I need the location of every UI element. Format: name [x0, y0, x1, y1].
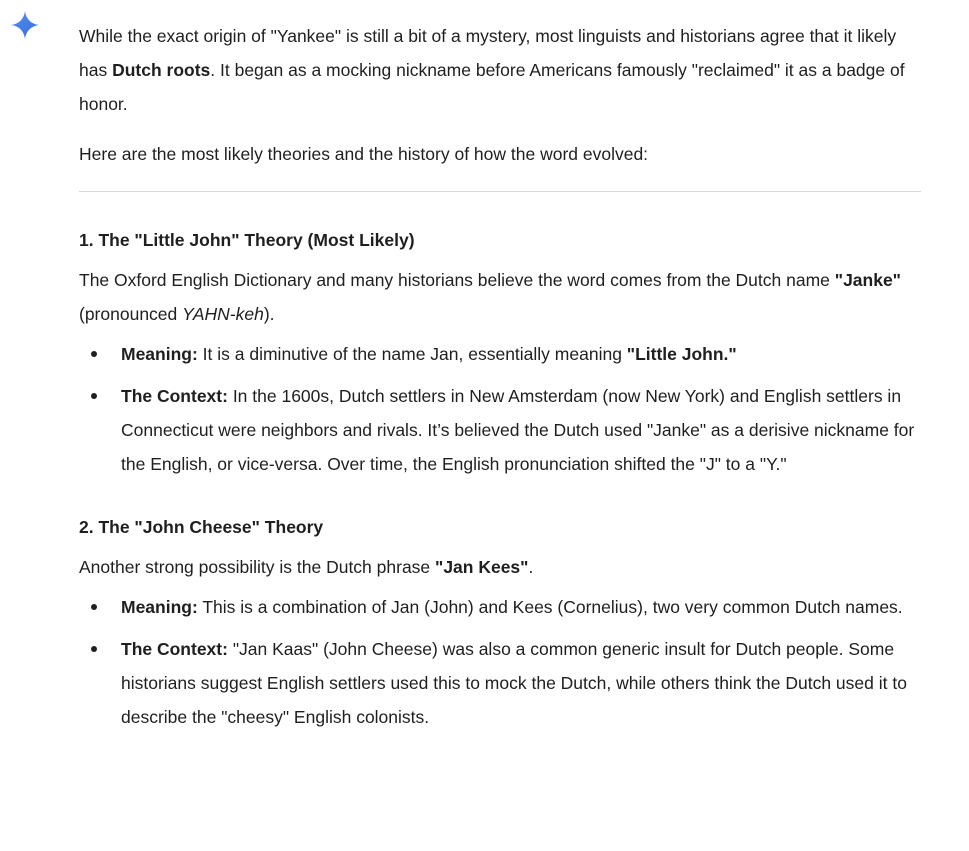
- intro-bold: Dutch roots: [112, 60, 211, 80]
- list-item: [79, 590, 921, 624]
- section-body-text: ).: [263, 304, 275, 324]
- intro-paragraph: [79, 19, 921, 121]
- bullet-dot: [91, 646, 97, 652]
- section-body-text: (pronounced: [79, 304, 183, 324]
- bullet-list-john-cheese: [79, 590, 921, 734]
- response-content: [79, 19, 921, 734]
- gemini-sparkle-icon: [10, 10, 40, 40]
- section-title-john-cheese: 2. The "John Cheese" Theory: [79, 517, 324, 537]
- intro-text: While the exact origin of "Yankee" is still a bit of a mystery, most linguists and historians agree that it likely has: [79, 26, 897, 80]
- intro-text-end: . It began as a mocking nickname before Americans famously "reclaimed" it as a badge of honor.: [79, 60, 905, 114]
- bullet-label: The Context:: [121, 386, 228, 406]
- bullet-text: In the 1600s, Dutch settlers in New Amsterdam (now New York) and English settlers in Connecticut were neighbors and rivals. It’s believed the Dutch used "Janke" as a derisive nickname for the English, or vice-versa. Over time, the English pronunciation shifted the "J" to a "Y.": [121, 386, 915, 474]
- list-item: [79, 632, 921, 734]
- section-divider: [79, 191, 921, 192]
- section-title-little-john: 1. The "Little John" Theory (Most Likely): [79, 230, 415, 250]
- list-item: [79, 379, 921, 481]
- section-body-bold: "Jan Kees": [435, 557, 529, 577]
- section-body-text: Another strong possibility is the Dutch phrase: [79, 557, 436, 577]
- bullet-bold: "Little John.": [626, 344, 737, 364]
- bullet-text: It is a diminutive of the name Jan, essentially meaning: [197, 344, 627, 364]
- section-body-bold: "Janke": [834, 270, 901, 290]
- bullet-label: The Context:: [121, 639, 228, 659]
- section-body-john-cheese: [79, 550, 921, 584]
- section-body-text: .: [528, 557, 534, 577]
- bullet-label: Meaning:: [121, 597, 198, 617]
- bullet-dot: [91, 604, 97, 610]
- bullet-list-little-john: [79, 337, 921, 481]
- section-body-text: The Oxford English Dictionary and many historians believe the word comes from the Dutch name: [79, 270, 835, 290]
- section-body-italic: YAHN-keh: [182, 304, 264, 324]
- section-body-little-john: [79, 263, 921, 331]
- bullet-text: "Jan Kaas" (John Cheese) was also a common generic insult for Dutch people. Some historians suggest English settlers used this to mock the Dutch, while others think the Dutch used it to describe the "cheesy" English colonists.: [121, 639, 907, 727]
- bullet-dot: [91, 351, 97, 357]
- bullet-label: Meaning:: [121, 344, 198, 364]
- bullet-dot: [91, 393, 97, 399]
- list-item: [79, 337, 921, 371]
- intro-lead-paragraph: Here are the most likely theories and the history of how the word evolved:: [79, 144, 649, 164]
- bullet-text: This is a combination of Jan (John) and Kees (Cornelius), two very common Dutch names.: [197, 597, 903, 617]
